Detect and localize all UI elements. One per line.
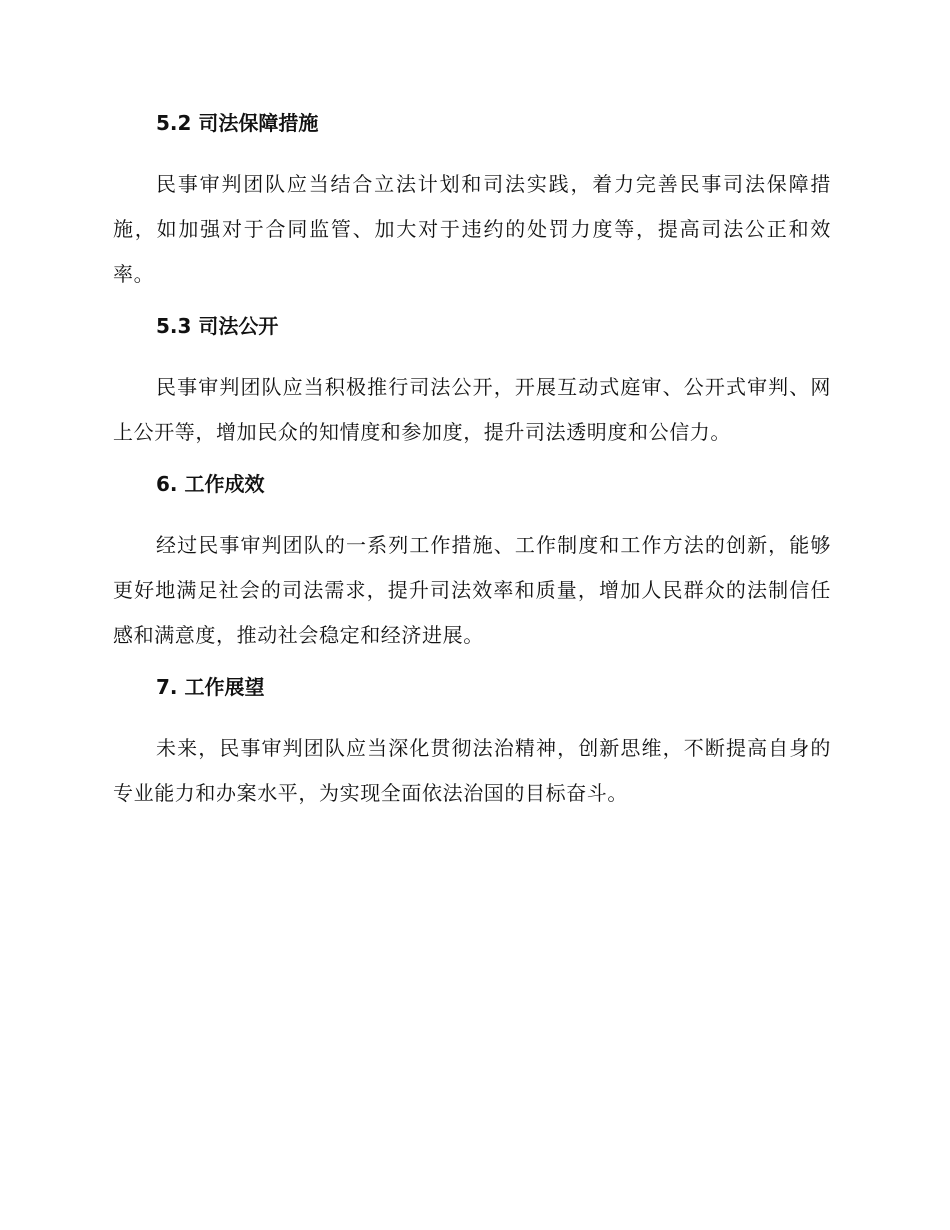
section-heading-7: 7. 工作展望 — [156, 675, 265, 699]
section-heading-5-3: 5.3 司法公开 — [156, 314, 279, 338]
section-body-7: 未来，民事审判团队应当深化贯彻法治精神，创新思维，不断提高自身的专业能力和办案水平，为实现全面依法治国的目标奋斗。 — [113, 736, 831, 805]
document-content — [113, 108, 831, 830]
section-body-5-3: 民事审判团队应当积极推行司法公开，开展互动式庭审、公开式审判、网上公开等，增加民众的知情度和参加度，提升司法透明度和公信力。 — [113, 375, 831, 444]
section-body-6: 经过民事审判团队的一系列工作措施、工作制度和工作方法的创新，能够更好地满足社会的司法需求，提升司法效率和质量，增加人民群众的法制信任感和满意度，推动社会稳定和经济进展。 — [113, 533, 831, 647]
section-heading-6: 6. 工作成效 — [156, 472, 265, 496]
section-body-5-2: 民事审判团队应当结合立法计划和司法实践，着力完善民事司法保障措施，如加强对于合同监管、加大对于违约的处罚力度等，提高司法公正和效率。 — [113, 172, 831, 286]
section-heading-5-2: 5.2 司法保障措施 — [156, 111, 319, 135]
